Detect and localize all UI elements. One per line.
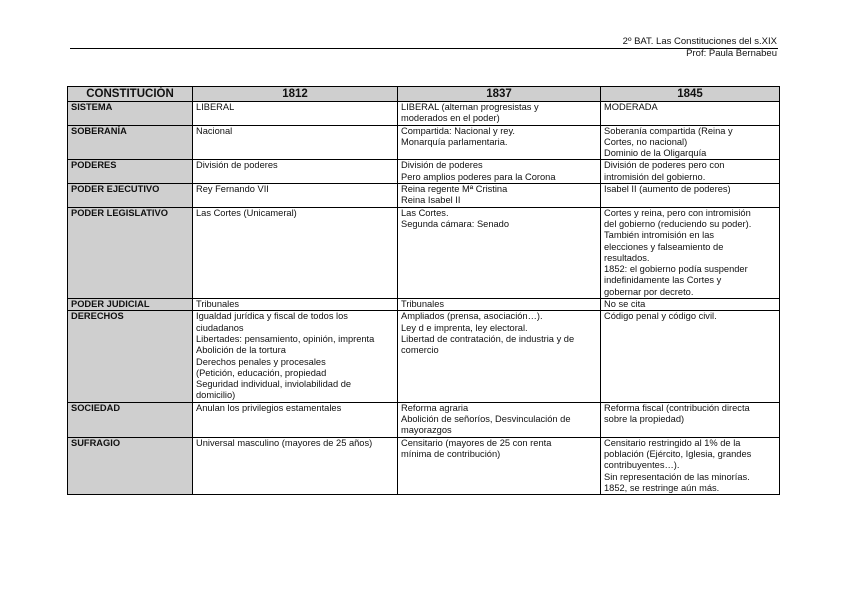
- cell-text-line: Reina regente Mª Cristina: [401, 184, 508, 195]
- table-row: [68, 402, 780, 437]
- cell-1837: [398, 184, 601, 208]
- cell-text-line: Soberanía compartida (Reina y: [604, 125, 733, 136]
- table-row: [68, 102, 780, 126]
- row-label: DERECHOS: [68, 311, 193, 402]
- cell-text-line: LIBERAL: [196, 102, 235, 112]
- column-header-1812: 1812: [193, 87, 398, 102]
- table-row: [68, 207, 780, 298]
- row-label: SUFRAGIO: [68, 437, 193, 494]
- row-label: SISTEMA: [68, 102, 193, 126]
- row-label: SOCIEDAD: [68, 402, 193, 437]
- header-teacher: Prof: Paula Bernabeu: [686, 48, 777, 59]
- table-row: [68, 125, 780, 160]
- cell-text-line: población (Ejército, Iglesia, grandes: [604, 448, 752, 459]
- cell-1812: [193, 299, 398, 311]
- cell-1837: [398, 402, 601, 437]
- cell-text-line: División de poderes: [401, 160, 483, 171]
- cell-1837: [398, 299, 601, 311]
- cell-text-line: Compartida: Nacional y rey.: [401, 125, 516, 136]
- cell-text-line: moderados en el poder): [401, 113, 500, 124]
- cell-1837: [398, 125, 601, 160]
- header-course-title: 2º BAT. Las Constituciones del s.XIX: [622, 36, 777, 47]
- cell-1845: [601, 125, 780, 160]
- cell-1812: [193, 402, 398, 437]
- table-row: [68, 160, 780, 184]
- cell-text-line: Abolición de la tortura: [196, 345, 286, 356]
- cell-text-line: Censitario restringido al 1% de la: [604, 437, 741, 448]
- cell-1837: [398, 437, 601, 494]
- cell-text-line: indefinidamente las Cortes y: [604, 275, 722, 286]
- cell-1845: [601, 437, 780, 494]
- cell-1837: [398, 311, 601, 402]
- cell-text-line: Reina Isabel II: [401, 195, 461, 206]
- cell-text-line: Anulan los privilegios estamentales: [196, 402, 342, 413]
- row-label: PODER LEGISLATIVO: [68, 207, 193, 298]
- cell-text-line: Las Cortes (Unicameral): [196, 207, 297, 218]
- cell-text-line: Reforma fiscal (contribución directa: [604, 402, 750, 413]
- cell-text-line: LIBERAL (alternan progresistas y: [401, 102, 539, 112]
- cell-1845: [601, 402, 780, 437]
- cell-text-line: Ley d e imprenta, ley electoral.: [401, 322, 528, 333]
- cell-1845: [601, 299, 780, 311]
- table-row: [68, 299, 780, 311]
- cell-text-line: Derechos penales y procesales: [196, 356, 326, 367]
- cell-text-line: contribuyentes…).: [604, 460, 680, 471]
- row-label: PODER JUDICIAL: [68, 299, 193, 311]
- cell-text-line: MODERADA: [604, 102, 658, 112]
- cell-1837: [398, 207, 601, 298]
- table-header-row: [68, 87, 780, 102]
- cell-text-line: Libertades: pensamiento, opinión, imprenta: [196, 333, 375, 344]
- cell-text-line: resultados.: [604, 252, 650, 263]
- cell-1837: [398, 102, 601, 126]
- row-label: PODERES: [68, 160, 193, 184]
- cell-text-line: elecciones y falseamiento de: [604, 241, 724, 252]
- cell-1837: [398, 160, 601, 184]
- cell-text-line: Código penal y código civil.: [604, 311, 717, 322]
- constitutions-table: [67, 86, 780, 495]
- cell-1845: [601, 207, 780, 298]
- table-row: [68, 311, 780, 402]
- row-label: SOBERANÍA: [68, 125, 193, 160]
- cell-text-line: domicilio): [196, 390, 236, 401]
- cell-1812: [193, 311, 398, 402]
- cell-1845: [601, 102, 780, 126]
- cell-text-line: Igualdad jurídica y fiscal de todos los: [196, 311, 348, 322]
- cell-text-line: División de poderes: [196, 160, 278, 171]
- cell-text-line: Tribunales: [401, 299, 445, 310]
- cell-text-line: gobernar por decreto.: [604, 286, 694, 297]
- column-header-constitucion: CONSTITUCIÓN: [68, 87, 193, 102]
- cell-text-line: Ampliados (prensa, asociación…).: [401, 311, 543, 322]
- table-body: [68, 102, 780, 495]
- cell-text-line: Nacional: [196, 125, 233, 136]
- cell-text-line: 1852, se restringe aún más.: [604, 482, 720, 493]
- cell-text-line: No se cita: [604, 299, 646, 310]
- cell-text-line: Censitario (mayores de 25 con renta: [401, 437, 552, 448]
- cell-text-line: Abolición de señoríos, Desvinculación de: [401, 414, 571, 425]
- cell-text-line: del gobierno (reduciendo su poder).: [604, 218, 752, 229]
- cell-text-line: Dominio de la Oligarquía: [604, 148, 707, 159]
- cell-text-line: También intromisión en las: [604, 230, 715, 241]
- table-row: [68, 437, 780, 494]
- cell-text-line: Cortes y reina, pero con intromisión: [604, 207, 751, 218]
- cell-text-line: Pero amplios poderes para la Corona: [401, 171, 556, 182]
- cell-text-line: Tribunales: [196, 299, 240, 310]
- cell-text-line: comercio: [401, 345, 439, 356]
- cell-text-line: División de poderes pero con: [604, 160, 725, 171]
- cell-text-line: Libertad de contratación, de industria y de: [401, 333, 575, 344]
- cell-text-line: Monarquía parlamentaria.: [401, 136, 508, 147]
- cell-1845: [601, 311, 780, 402]
- cell-1845: [601, 160, 780, 184]
- cell-1845: [601, 184, 780, 208]
- cell-text-line: Cortes, no nacional): [604, 136, 688, 147]
- cell-text-line: intromisión del gobierno.: [604, 171, 706, 182]
- table-row: [68, 184, 780, 208]
- header-divider: [70, 48, 778, 49]
- cell-1812: [193, 160, 398, 184]
- cell-text-line: 1852: el gobierno podía suspender: [604, 264, 748, 275]
- cell-text-line: Sin representación de las minorías.: [604, 471, 750, 482]
- cell-1812: [193, 184, 398, 208]
- cell-text-line: Reforma agraria: [401, 402, 469, 413]
- cell-text-line: ciudadanos: [196, 322, 244, 333]
- cell-1812: [193, 207, 398, 298]
- cell-text-line: Rey Fernando VII: [196, 184, 269, 195]
- column-header-1845: 1845: [601, 87, 780, 102]
- cell-1812: [193, 125, 398, 160]
- row-label: PODER EJECUTIVO: [68, 184, 193, 208]
- cell-1812: [193, 102, 398, 126]
- cell-text-line: Las Cortes.: [401, 207, 449, 218]
- cell-text-line: Isabel II (aumento de poderes): [604, 184, 731, 195]
- cell-text-line: Seguridad individual, inviolabilidad de: [196, 379, 352, 390]
- cell-1812: [193, 437, 398, 494]
- cell-text-line: mayorazgos: [401, 425, 452, 436]
- cell-text-line: Universal masculino (mayores de 25 años): [196, 437, 373, 448]
- cell-text-line: sobre la propiedad): [604, 414, 685, 425]
- column-header-1837: 1837: [398, 87, 601, 102]
- cell-text-line: (Petición, educación, propiedad: [196, 367, 327, 378]
- cell-text-line: mínima de contribución): [401, 448, 501, 459]
- cell-text-line: Segunda cámara: Senado: [401, 218, 510, 229]
